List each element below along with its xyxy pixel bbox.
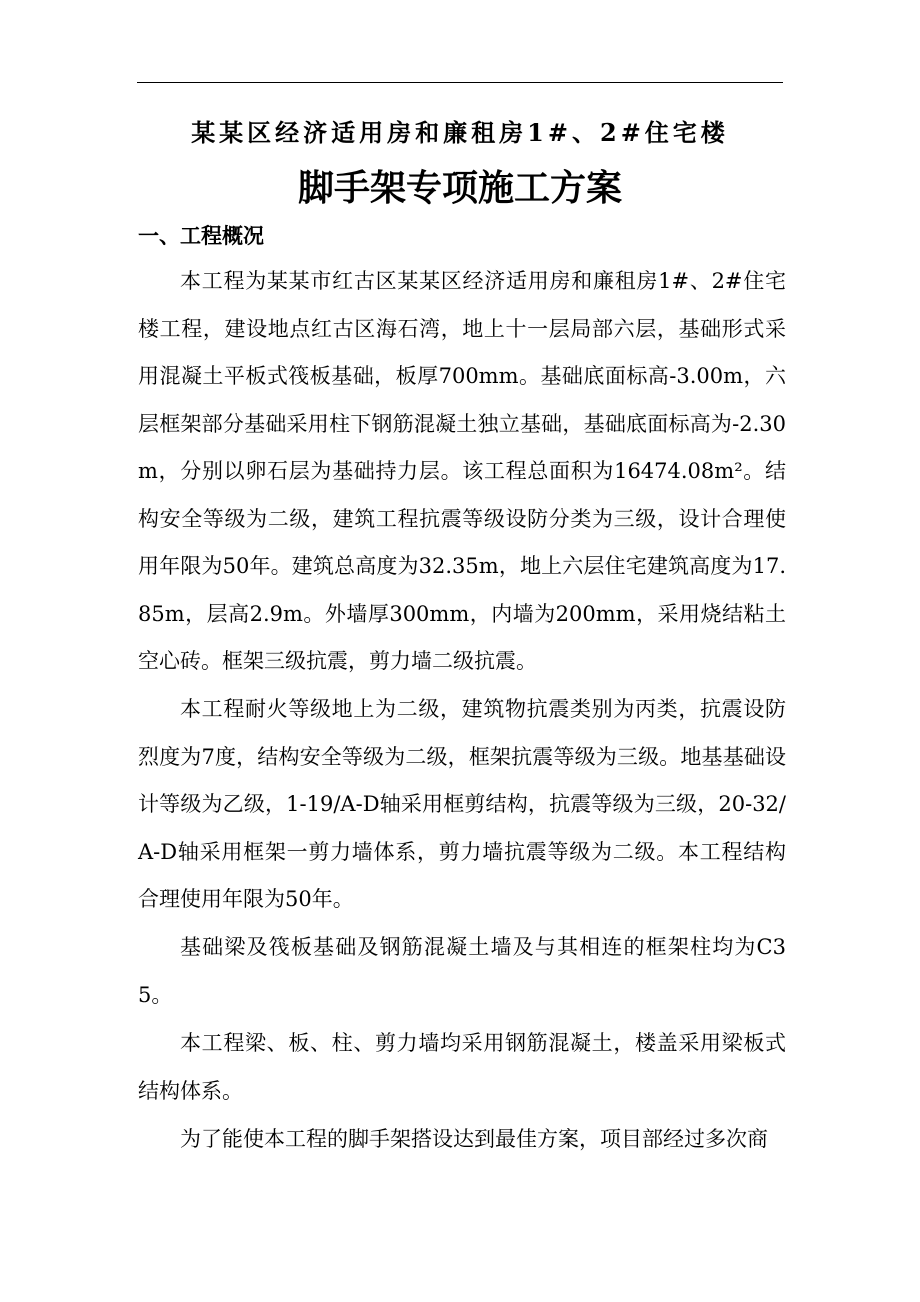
paragraph-concrete-grade: 基础梁及筏板基础及钢筋混凝土墙及与其相连的框架柱均为C35。 xyxy=(138,935,786,1007)
header-rule xyxy=(137,82,783,83)
document-subtitle: 某某区经济适用房和廉租房1#、2#住宅楼 xyxy=(191,118,729,147)
paragraph-fire-seismic-rating: 本工程耐火等级地上为二级，建筑物抗震类别为丙类，抗震设防烈度为7度，结构安全等级为二级，框架抗震等级为三级。地基基础设计等级为乙级，1-19/A-D轴采用框剪结构，抗震等级为三级，20-32/A-D轴采用框架一剪力墙体系，剪力墙抗震等级为二级。本工程结构合理使用年限为50年。 xyxy=(138,697,786,911)
paragraph-project-overview: 本工程为某某市红古区某某区经济适用房和廉租房1#、2#住宅楼工程，建设地点红古区海石湾，地上十一层局部六层，基础形式采用混凝土平板式筏板基础，板厚700mm。基础底面标高-3.00m，六层框架部分基础采用柱下钢筋混凝土独立基础，基础底面标高为-2.30m，分别以卵石层为基础持力层。该工程总面积为16474.08m²。结构安全等级为二级，建筑工程抗震等级设防分类为三级，设计合理使用年限为50年。建筑总高度为32.35m，地上六层住宅建筑高度为17.85m，层高2.9m。外墙厚300mm，内墙为200mm，采用烧结粘土空心砖。框架三级抗震，剪力墙二级抗震。 xyxy=(138,269,786,673)
paragraph-scaffold-plan-intro: 为了能使本工程的脚手架搭设达到最佳方案，项目部经过多次商 xyxy=(180,1127,768,1151)
paragraph-structure-system: 本工程梁、板、柱、剪力墙均采用钢筋混凝土，楼盖采用梁板式结构体系。 xyxy=(138,1031,786,1103)
section-heading-overview: 一、工程概况 xyxy=(138,224,264,248)
document-title: 脚手架专项施工方案 xyxy=(297,167,622,209)
